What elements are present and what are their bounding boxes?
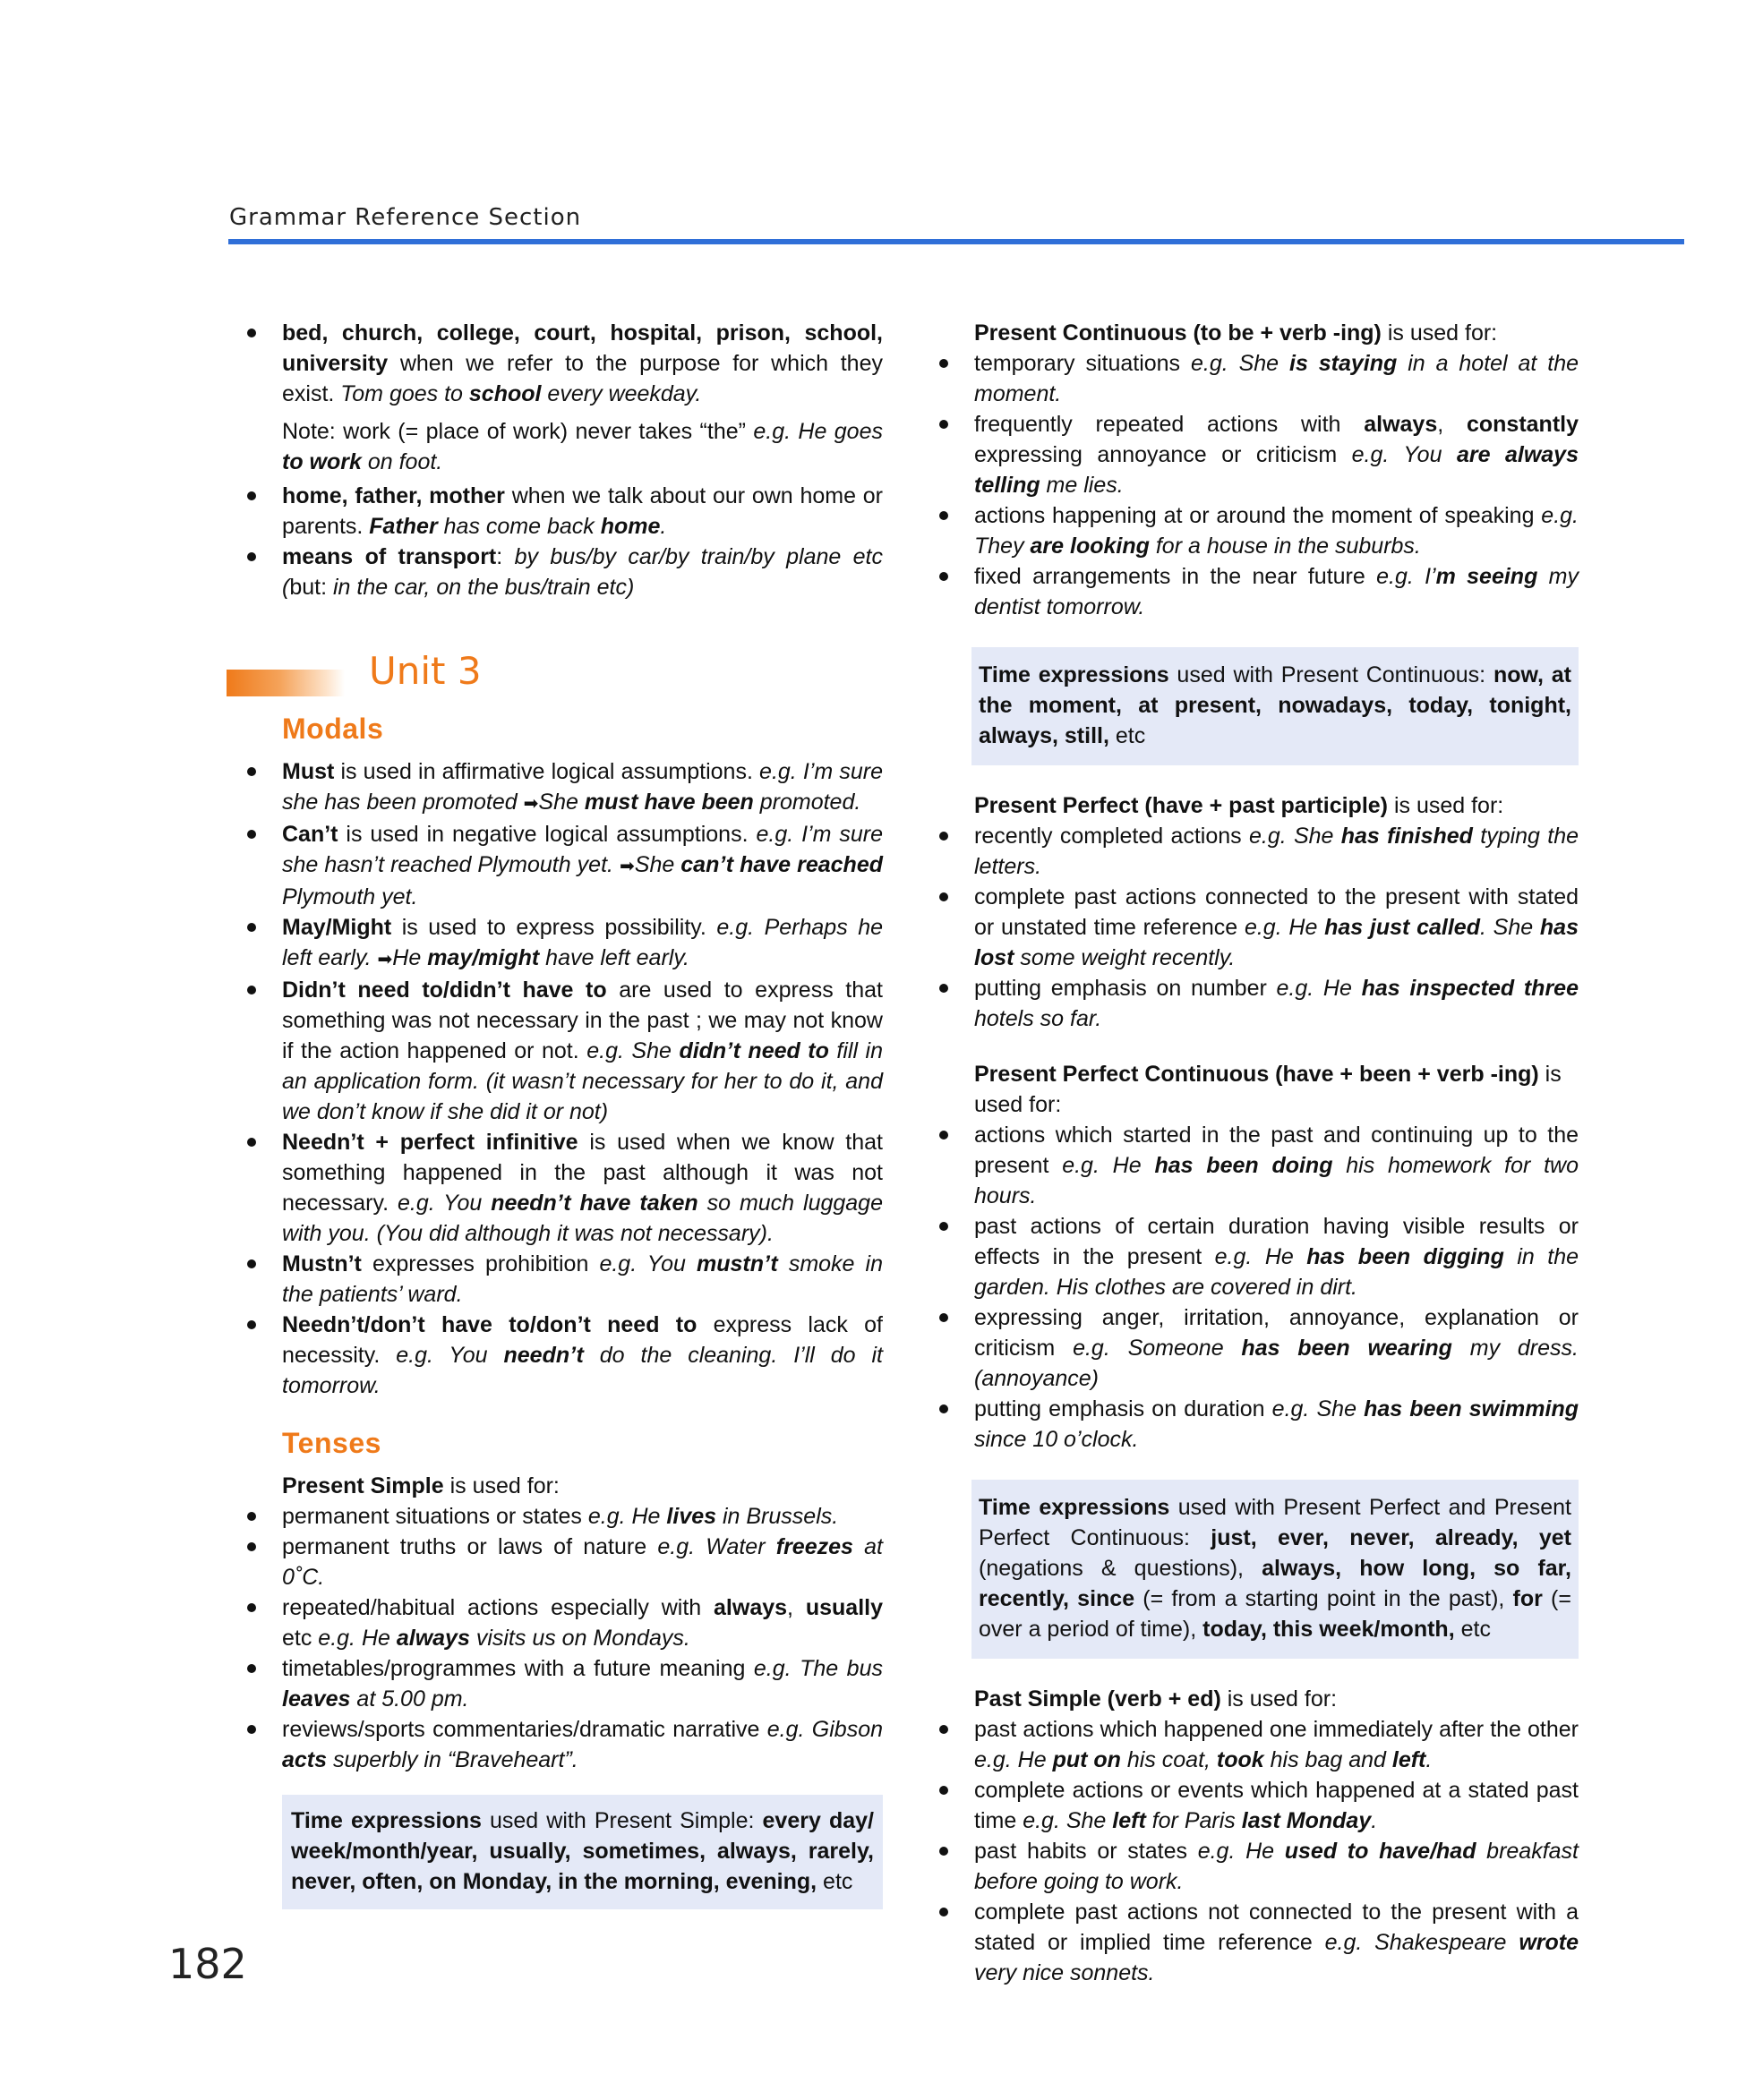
list-item: Needn’t + perfect infinitive is used when we know that something happened in the past although it was not necessary. e.g. You needn’t have taken so much luggage with you. (You did although it was not necessary). bbox=[242, 1127, 883, 1249]
articles-list bbox=[242, 318, 883, 409]
list-item: bed, church, college, court, hospital, prison, school, university when we refer to the purpose for which they exist. Tom goes to school every weekday. bbox=[242, 318, 883, 409]
unit-bar bbox=[227, 670, 345, 696]
unit-label: Unit 3 bbox=[369, 649, 482, 693]
note: Note: work (= place of work) never takes “the” e.g. He goes to work on foot. bbox=[282, 419, 883, 474]
present-continuous-heading: Present Continuous (to be + verb -ing) is used for: bbox=[974, 320, 1498, 346]
present-perfect-continuous-list bbox=[934, 1120, 1579, 1455]
time-expressions-box-present-continuous: Time expressions used with Present Continuous: now, at the moment, at present, nowadays, today, tonight, always, still, etc bbox=[971, 647, 1579, 765]
list-item: May/Might is used to express possibility. e.g. Perhaps he left early. ➡He may/might have left early. bbox=[242, 912, 883, 975]
right-column bbox=[934, 318, 1579, 1988]
unit-heading bbox=[242, 649, 883, 706]
section-title-tenses: Tenses bbox=[282, 1427, 381, 1459]
left-column bbox=[242, 318, 883, 1909]
running-header: Grammar Reference Section bbox=[229, 204, 582, 231]
list-item: actions happening at or around the moment of speaking e.g. They are looking for a house in the suburbs. bbox=[934, 500, 1579, 561]
list-item: Must is used in affirmative logical assumptions. e.g. I’m sure she has been promoted ➡She must have been promoted. bbox=[242, 756, 883, 819]
list-item: fixed arrangements in the near future e.g. I’m seeing my dentist tomorrow. bbox=[934, 561, 1579, 622]
time-expressions-box-present-simple: Time expressions used with Present Simple: every day/ week/month/year, usually, sometimes, always, rarely, never, often, on Monday, in the morning, evening, etc bbox=[282, 1795, 883, 1909]
list-item: permanent truths or laws of nature e.g. Water freezes at 0˚C. bbox=[242, 1532, 883, 1592]
list-item: reviews/sports commentaries/dramatic narrative e.g. Gibson acts superbly in “Braveheart”. bbox=[242, 1714, 883, 1775]
arrow-icon: ➡ bbox=[620, 857, 635, 876]
page-number: 182 bbox=[168, 1940, 247, 1988]
list-item: complete past actions not connected to the present with a stated or implied time reference e.g. Shakespeare wrote very nice sonnets. bbox=[934, 1897, 1579, 1988]
list-item: timetables/programmes with a future meaning e.g. The bus leaves at 5.00 pm. bbox=[242, 1653, 883, 1714]
list-item: Mustn’t expresses prohibition e.g. You mustn’t smoke in the patients’ ward. bbox=[242, 1249, 883, 1310]
list-item: recently completed actions e.g. She has finished typing the letters. bbox=[934, 821, 1579, 882]
articles-list-2 bbox=[242, 481, 883, 602]
list-item: Didn’t need to/didn’t have to are used to express that something was not necessary in the past ; we may not know if the action happened or not. e.g. She didn’t need to fill in an application form. (it wasn’t necessary for her to do it, and we don’t know if she did it or not) bbox=[242, 975, 883, 1127]
list-item: frequently repeated actions with always, constantly expressing annoyance or criticism e.g. You are always telling me lies. bbox=[934, 409, 1579, 500]
list-item: Can’t is used in negative logical assumptions. e.g. I’m sure she hasn’t reached Plymouth yet. ➡She can’t have reached Plymouth yet. bbox=[242, 819, 883, 912]
list-item: past habits or states e.g. He used to have/had breakfast before going to work. bbox=[934, 1836, 1579, 1897]
present-perfect-list bbox=[934, 821, 1579, 1034]
present-perfect-continuous-heading: Present Perfect Continuous (have + been + verb -ing) is used for: bbox=[974, 1062, 1562, 1117]
time-expressions-box-present-perfect: Time expressions used with Present Perfect and Present Perfect Continuous: just, ever, never, already, yet (negations & questions), always, how long, so far, recently, since (= from a starting point in the past), for (= over a period of time), today, this week/month, etc bbox=[971, 1480, 1579, 1659]
arrow-icon: ➡ bbox=[377, 950, 393, 969]
section-title-modals: Modals bbox=[282, 713, 384, 745]
list-item: Needn’t/don’t have to/don’t need to express lack of necessity. e.g. You needn’t do the cleaning. I’ll do it tomorrow. bbox=[242, 1310, 883, 1401]
present-simple-list bbox=[242, 1501, 883, 1775]
present-simple-heading: Present Simple is used for: bbox=[282, 1473, 560, 1498]
list-item: expressing anger, irritation, annoyance, explanation or criticism e.g. Someone has been wearing my dress. (annoyance) bbox=[934, 1302, 1579, 1394]
arrow-icon: ➡ bbox=[523, 794, 539, 814]
past-simple-list bbox=[934, 1714, 1579, 1988]
list-item: complete actions or events which happened at a stated past time e.g. She left for Paris last Monday. bbox=[934, 1775, 1579, 1836]
header-rule bbox=[228, 239, 1684, 244]
list-item: past actions which happened one immediately after the other e.g. He put on his coat, took his bag and left. bbox=[934, 1714, 1579, 1775]
list-item: complete past actions connected to the present with stated or unstated time reference e.g. He has just called. She has lost some weight recently. bbox=[934, 882, 1579, 973]
present-perfect-heading: Present Perfect (have + past participle) is used for: bbox=[974, 793, 1504, 818]
list-item: temporary situations e.g. She is staying in a hotel at the moment. bbox=[934, 348, 1579, 409]
present-continuous-list bbox=[934, 348, 1579, 622]
list-item: means of transport: by bus/by car/by train/by plane etc (but: in the car, on the bus/train etc) bbox=[242, 542, 883, 602]
list-item: repeated/habitual actions especially with always, usually etc e.g. He always visits us on Mondays. bbox=[242, 1592, 883, 1653]
list-item: past actions of certain duration having visible results or effects in the present e.g. He has been digging in the garden. His clothes are covered in dirt. bbox=[934, 1211, 1579, 1302]
list-item: putting emphasis on number e.g. He has inspected three hotels so far. bbox=[934, 973, 1579, 1034]
past-simple-heading: Past Simple (verb + ed) is used for: bbox=[974, 1686, 1338, 1712]
list-item: permanent situations or states e.g. He lives in Brussels. bbox=[242, 1501, 883, 1532]
list-item: home, father, mother when we talk about our own home or parents. Father has come back home. bbox=[242, 481, 883, 542]
modals-list bbox=[242, 756, 883, 1401]
list-item: actions which started in the past and continuing up to the present e.g. He has been doing his homework for two hours. bbox=[934, 1120, 1579, 1211]
list-item: putting emphasis on duration e.g. She has been swimming since 10 o’clock. bbox=[934, 1394, 1579, 1455]
